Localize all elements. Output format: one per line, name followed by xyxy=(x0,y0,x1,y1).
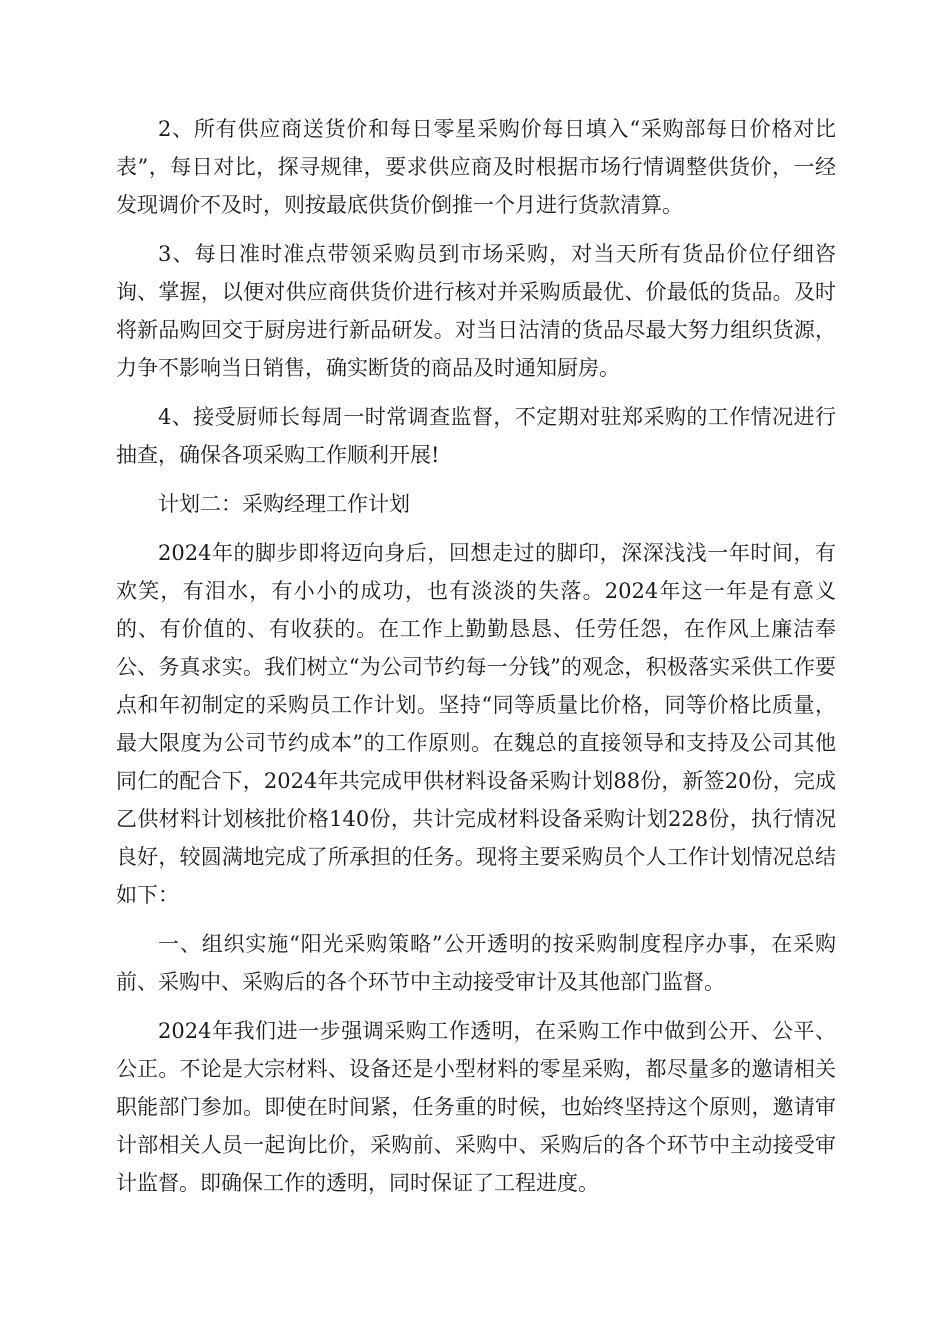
paragraph-year-summary: 2024年的脚步即将迈向身后，回想走过的脚印，深深浅浅一年时间，有欢笑，有泪水，有小小的成功，也有淡淡的失落。2024年这一年是有意义的、有价值的、有收获的。在工作上勤勤恳恳、任劳任怨，在作风上廉洁奉公、务真求实。我们树立“为公司节约每一分钱”的观念，积极落实采供工作要点和年初制定的采购员工作计划。坚持“同等质量比价格，同等价格比质量，最大限度为公司节约成本”的工作原则。在魏总的直接领导和支持及公司其他同仁的配合下，2024年共完成甲供材料设备采购计划88份，新签20份，完成乙供材料计划核批价格140份，共计完成材料设备采购计划228份，执行情况良好，较圆满地完成了所承担的任务。现将主要采购员个人工作计划情况总结如下： xyxy=(116,541,836,907)
document-body xyxy=(116,110,836,1213)
paragraph-price-comparison: 2、所有供应商送货价和每日零星采购价每日填入“采购部每日价格对比表”，每日对比，探寻规律，要求供应商及时根据市场行情调整供货价，一经发现调价不及时，则按最底供货价倒推一个月进行货款清算。 xyxy=(116,117,836,217)
paragraph-sunshine-procurement: 一、组织实施“阳光采购策略”公开透明的按采购制度程序办事，在采购前、采购中、采购后的各个环节中主动接受审计及其他部门监督。 xyxy=(116,932,836,994)
paragraph-supervision: 4、接受厨师长每周一时常调查监督，不定期对驻郑采购的工作情况进行抽查，确保各项采购工作顺利开展! xyxy=(116,405,836,467)
paragraph-market-purchase: 3、每日准时准点带领采购员到市场采购，对当天所有货品价位仔细咨询、掌握，以便对供应商供货价进行核对并采购质最优、价最低的货品。及时将新品购回交于厨房进行新品研发。对当日沽清的货品尽最大努力组织货源，力争不影响当日销售，确实断货的商品及时通知厨房。 xyxy=(116,242,836,380)
section-heading-plan-two: 计划二：采购经理工作计划 xyxy=(158,492,410,516)
paragraph-transparency: 2024年我们进一步强调采购工作透明，在采购工作中做到公开、公平、公正。不论是大宗材料、设备还是小型材料的零星采购，都尽量多的邀请相关职能部门参加。即使在时间紧，任务重的时候，也始终坚持这个原则，邀请审计部相关人员一起询比价，采购前、采购中、采购后的各个环节中主动接受审计监督。即确保工作的透明，同时保证了工程进度。 xyxy=(116,1019,836,1195)
